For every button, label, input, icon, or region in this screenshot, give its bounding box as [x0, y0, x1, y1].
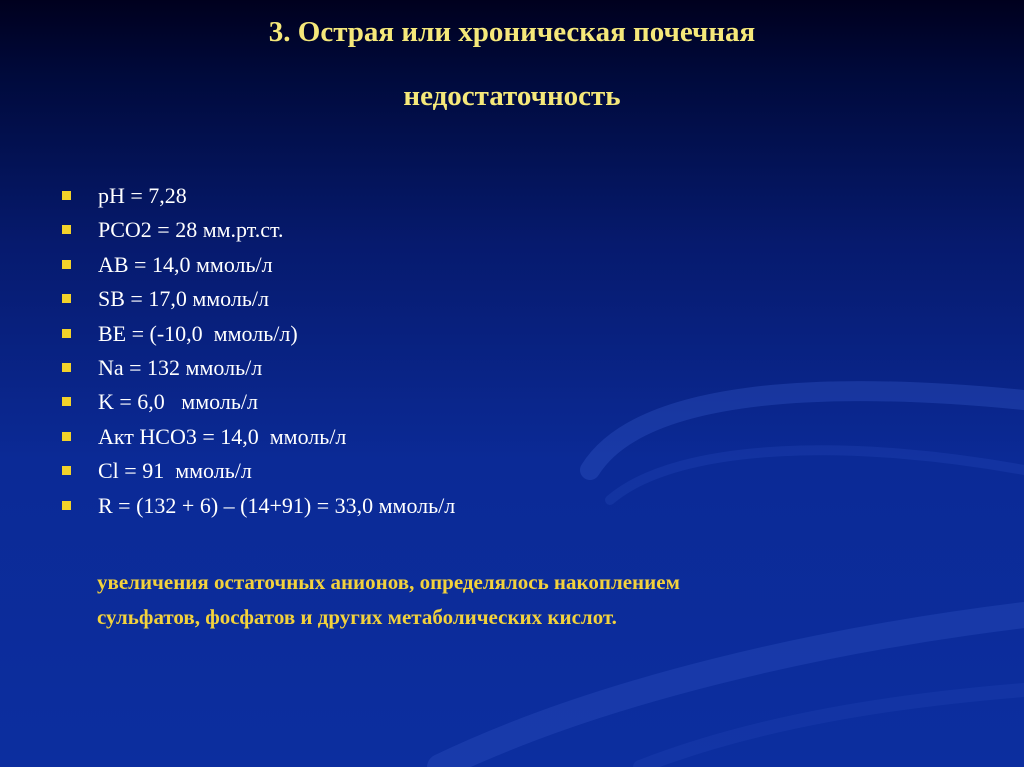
bullet-anion-gap	[60, 489, 455, 523]
bullet-ph	[60, 179, 455, 213]
square-bullet-icon	[62, 294, 71, 303]
bullet-text: Акт НСО3 = 14,0 ммоль/л	[98, 423, 347, 449]
bullet-text: Na = 132 ммоль/л	[98, 354, 263, 380]
bullet-text: R = (132 + 6) – (14+91) = 33,0 ммоль/л	[98, 492, 456, 518]
square-bullet-icon	[62, 397, 71, 406]
swoosh-wave-bottom	[640, 690, 1024, 767]
bullet-text: AB = 14,0 ммоль/л	[98, 251, 273, 277]
conclusion-text	[97, 565, 957, 635]
bullet-na	[60, 351, 455, 385]
bullet-text: pH = 7,28	[98, 183, 187, 208]
conclusion-line-1: увеличения остаточных анионов, определялось накоплением	[97, 570, 680, 594]
bullet-text: PCO2 = 28 мм.рт.ст.	[98, 217, 284, 243]
square-bullet-icon	[62, 225, 71, 234]
bullet-sb	[60, 282, 455, 316]
slide-title-line-1: 3. Острая или хроническая почечная	[268, 16, 756, 48]
bullet-pco2	[60, 213, 455, 247]
lab-values-list	[60, 179, 455, 523]
square-bullet-icon	[62, 260, 71, 269]
bullet-be	[60, 317, 455, 351]
swoosh-arc-inner	[610, 450, 1024, 500]
square-bullet-icon	[62, 432, 71, 441]
square-bullet-icon	[62, 501, 71, 510]
conclusion-line-2: сульфатов, фосфатов и других метаболических кислот.	[97, 605, 617, 629]
bullet-cl	[60, 454, 455, 488]
square-bullet-icon	[62, 191, 71, 200]
bullet-ab	[60, 248, 455, 282]
slide-title-line-2: недостаточность	[403, 80, 621, 112]
bullet-hco3	[60, 420, 455, 454]
square-bullet-icon	[62, 466, 71, 475]
square-bullet-icon	[62, 363, 71, 372]
bullet-text: SB = 17,0 ммоль/л	[98, 286, 269, 312]
square-bullet-icon	[62, 329, 71, 338]
bullet-text: Cl = 91 ммоль/л	[98, 458, 252, 484]
bullet-text: K = 6,0 ммоль/л	[98, 389, 258, 415]
bullet-text: BE = (-10,0 ммоль/л)	[98, 320, 298, 346]
bullet-k	[60, 385, 455, 419]
